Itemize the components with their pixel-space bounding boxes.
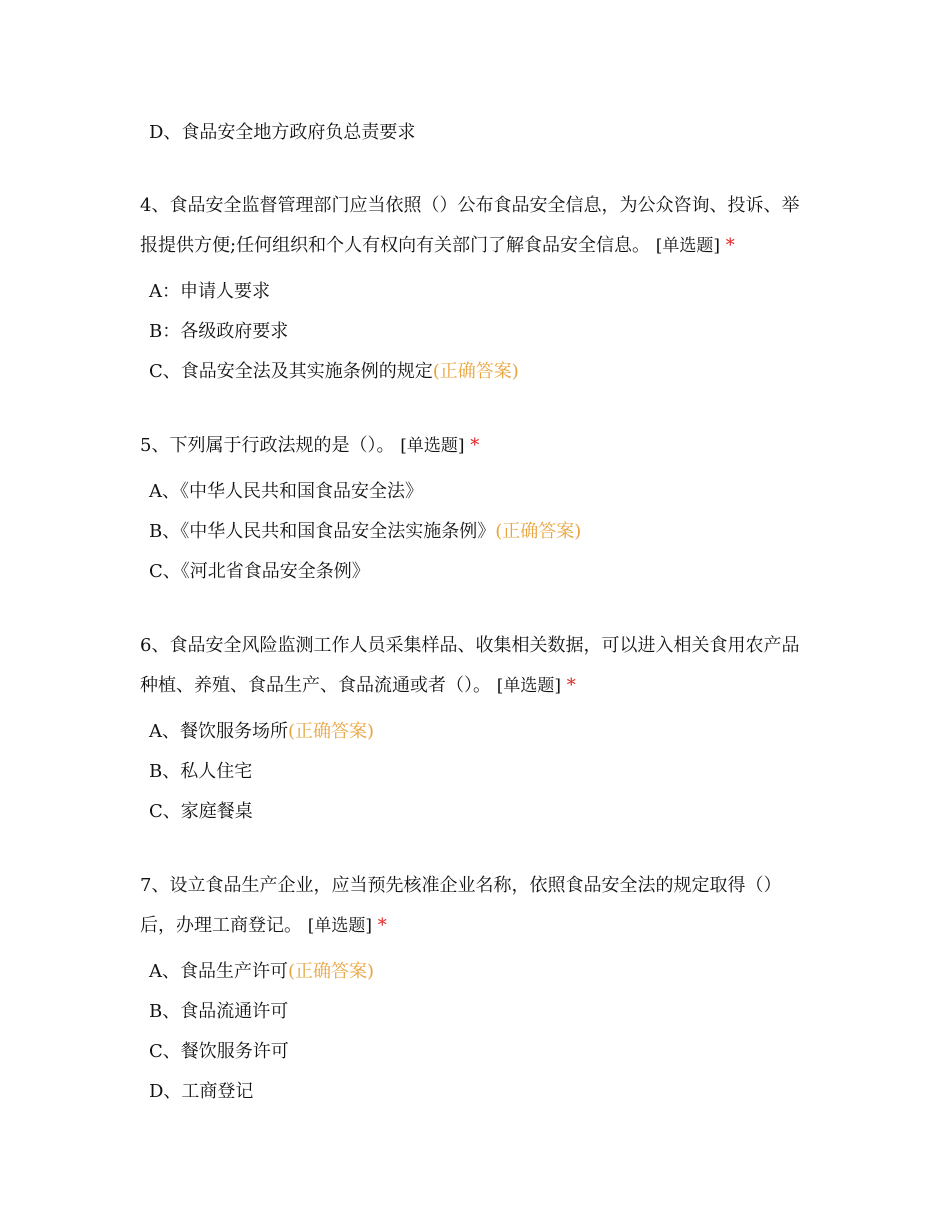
option-a xyxy=(140,272,810,312)
option-label: A、《中华人民共和国食品安全法》 xyxy=(149,481,423,502)
option-label: C、《河北省食品安全条例》 xyxy=(149,561,370,582)
question-type-tag: [单选题] xyxy=(400,436,465,456)
option-b xyxy=(140,992,810,1032)
option-label: C、餐饮服务许可 xyxy=(149,1041,289,1062)
required-mark: * xyxy=(377,915,387,936)
question-type-tag: [单选题] xyxy=(655,236,721,256)
question-stem: 4、食品安全监督管理部门应当依照（）公布食品安全信息，为公众咨询、投诉、举报提供方便;任何组织和个人有权向有关部门了解食品安全信息。 xyxy=(140,195,800,256)
correct-answer-mark: (正确答案) xyxy=(288,721,375,742)
question-5 xyxy=(140,431,810,592)
question-text xyxy=(140,626,810,706)
option-a xyxy=(140,472,810,512)
correct-answer-mark: (正确答案) xyxy=(288,961,375,982)
question-3-tail xyxy=(140,113,810,153)
question-text xyxy=(140,186,810,266)
question-4 xyxy=(140,191,810,392)
option-label: C、家庭餐桌 xyxy=(149,801,253,822)
option-a xyxy=(140,952,810,992)
option-c xyxy=(140,552,810,592)
question-text xyxy=(140,866,810,946)
option-c xyxy=(140,1032,810,1072)
question-type-tag: [单选题] xyxy=(496,676,561,696)
option-b xyxy=(140,312,810,352)
option-d xyxy=(140,113,810,153)
option-label: D、工商登记 xyxy=(149,1081,254,1102)
option-c xyxy=(140,352,810,392)
option-label: B、食品流通许可 xyxy=(149,1001,289,1022)
required-mark: * xyxy=(566,675,576,696)
required-mark: * xyxy=(725,235,735,256)
option-label: D、食品安全地方政府负总责要求 xyxy=(149,122,416,143)
question-7 xyxy=(140,871,810,1112)
option-label: B、私人住宅 xyxy=(149,761,253,782)
option-d xyxy=(140,1072,810,1112)
option-label: C、食品安全法及其实施条例的规定 xyxy=(149,361,433,382)
question-stem: 7、设立食品生产企业，应当预先核准企业名称，依照食品安全法的规定取得（）后，办理工商登记。 xyxy=(140,875,782,936)
option-b xyxy=(140,752,810,792)
question-stem: 5、下列属于行政法规的是（）。 xyxy=(140,435,395,456)
correct-answer-mark: (正确答案) xyxy=(495,521,582,542)
question-type-tag: [单选题] xyxy=(307,916,372,936)
question-stem: 6、食品安全风险监测工作人员采集样品、收集相关数据，可以进入相关食用农产品种植、养殖、食品生产、食品流通或者（）。 xyxy=(140,635,800,696)
option-label: B：各级政府要求 xyxy=(149,321,289,342)
option-b xyxy=(140,512,810,552)
question-6 xyxy=(140,631,810,832)
required-mark: * xyxy=(470,435,480,456)
option-a xyxy=(140,712,810,752)
question-text xyxy=(140,426,810,466)
option-c xyxy=(140,792,810,832)
option-label: A、食品生产许可 xyxy=(149,961,288,982)
option-label: A、餐饮服务场所 xyxy=(149,721,288,742)
option-label: A：申请人要求 xyxy=(149,281,270,302)
correct-answer-mark: (正确答案) xyxy=(432,361,519,382)
option-label: B、《中华人民共和国食品安全法实施条例》 xyxy=(149,521,496,542)
